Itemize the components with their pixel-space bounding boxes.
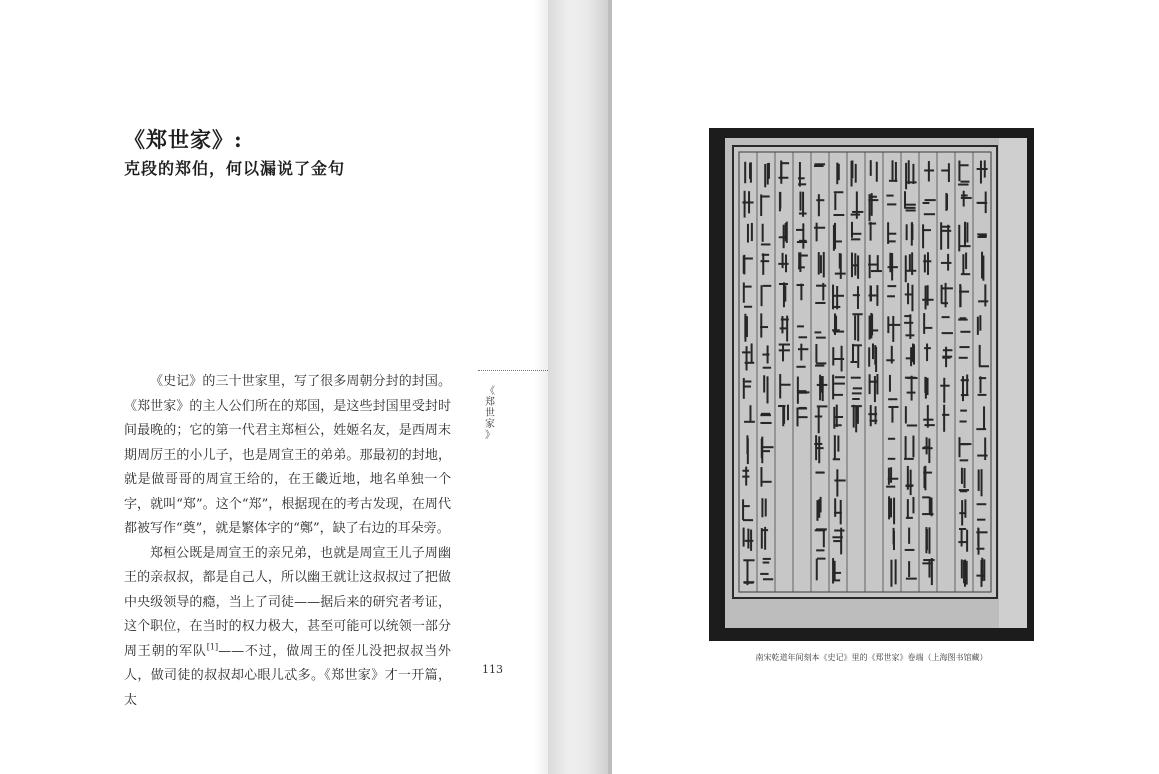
paragraph-text: 《史记》的三十世家里，写了很多周朝分封的封国。《郑世家》的主人公们所在的郑国，是这些封国里受封时间最晚的；它的第一代君主郑桓公，姓姬名友，是西周末期周厉王的小儿子，也是周宣王的弟弟。那最初的封地，就是做哥哥的周宣王给的，在王畿近地，地名单独一个字，就叫“郑”。这个“郑”，根据现在的考古发现，在周代都被写作“奠”，就是繁体字的“鄭”，缺了右边的耳朵旁。 (124, 374, 451, 536)
footnote-marker[interactable]: [1] (206, 642, 219, 652)
left-page (0, 0, 548, 774)
woodblock-print-image (709, 128, 1034, 641)
running-head-char: 》 (485, 430, 495, 441)
body-text (124, 370, 451, 713)
page-number: 113 (482, 663, 503, 676)
paragraph-text: 郑桓公既是周宣王的亲兄弟，也就是周宣王儿子周幽王的亲叔叔，都是自己人，所以幽王就让这叔叔过了把做中央级领导的瘾，当上了司徒——据后来的研究者考证，这个职位，在当时的权力极大，甚至可能可以统领一部分周王朝的军队 (124, 545, 451, 659)
running-head-char: 世 (485, 408, 495, 419)
paragraph (124, 542, 451, 714)
chapter-title: 《郑世家》: (124, 127, 243, 152)
figure-caption: 南宋乾道年间刻本《史记》里的《郑世家》卷端（上海图书馆藏） (755, 653, 988, 662)
book-gutter (548, 0, 608, 774)
running-head-char: 《 (485, 386, 495, 397)
running-head-char: 家 (485, 419, 495, 430)
paragraph (124, 370, 451, 542)
dotted-rule (478, 370, 548, 371)
running-head (484, 386, 496, 441)
running-head-char: 郑 (485, 397, 495, 408)
paragraph-text-continued: ——不过，做周王的侄儿没把叔叔当外人，做司徒的叔叔却心眼儿忒多。《郑世家》才一开篇，太 (124, 643, 451, 708)
chapter-subtitle: 克段的郑伯，何以漏说了金句 (124, 159, 346, 178)
woodblock-print-illustration (709, 128, 1034, 641)
